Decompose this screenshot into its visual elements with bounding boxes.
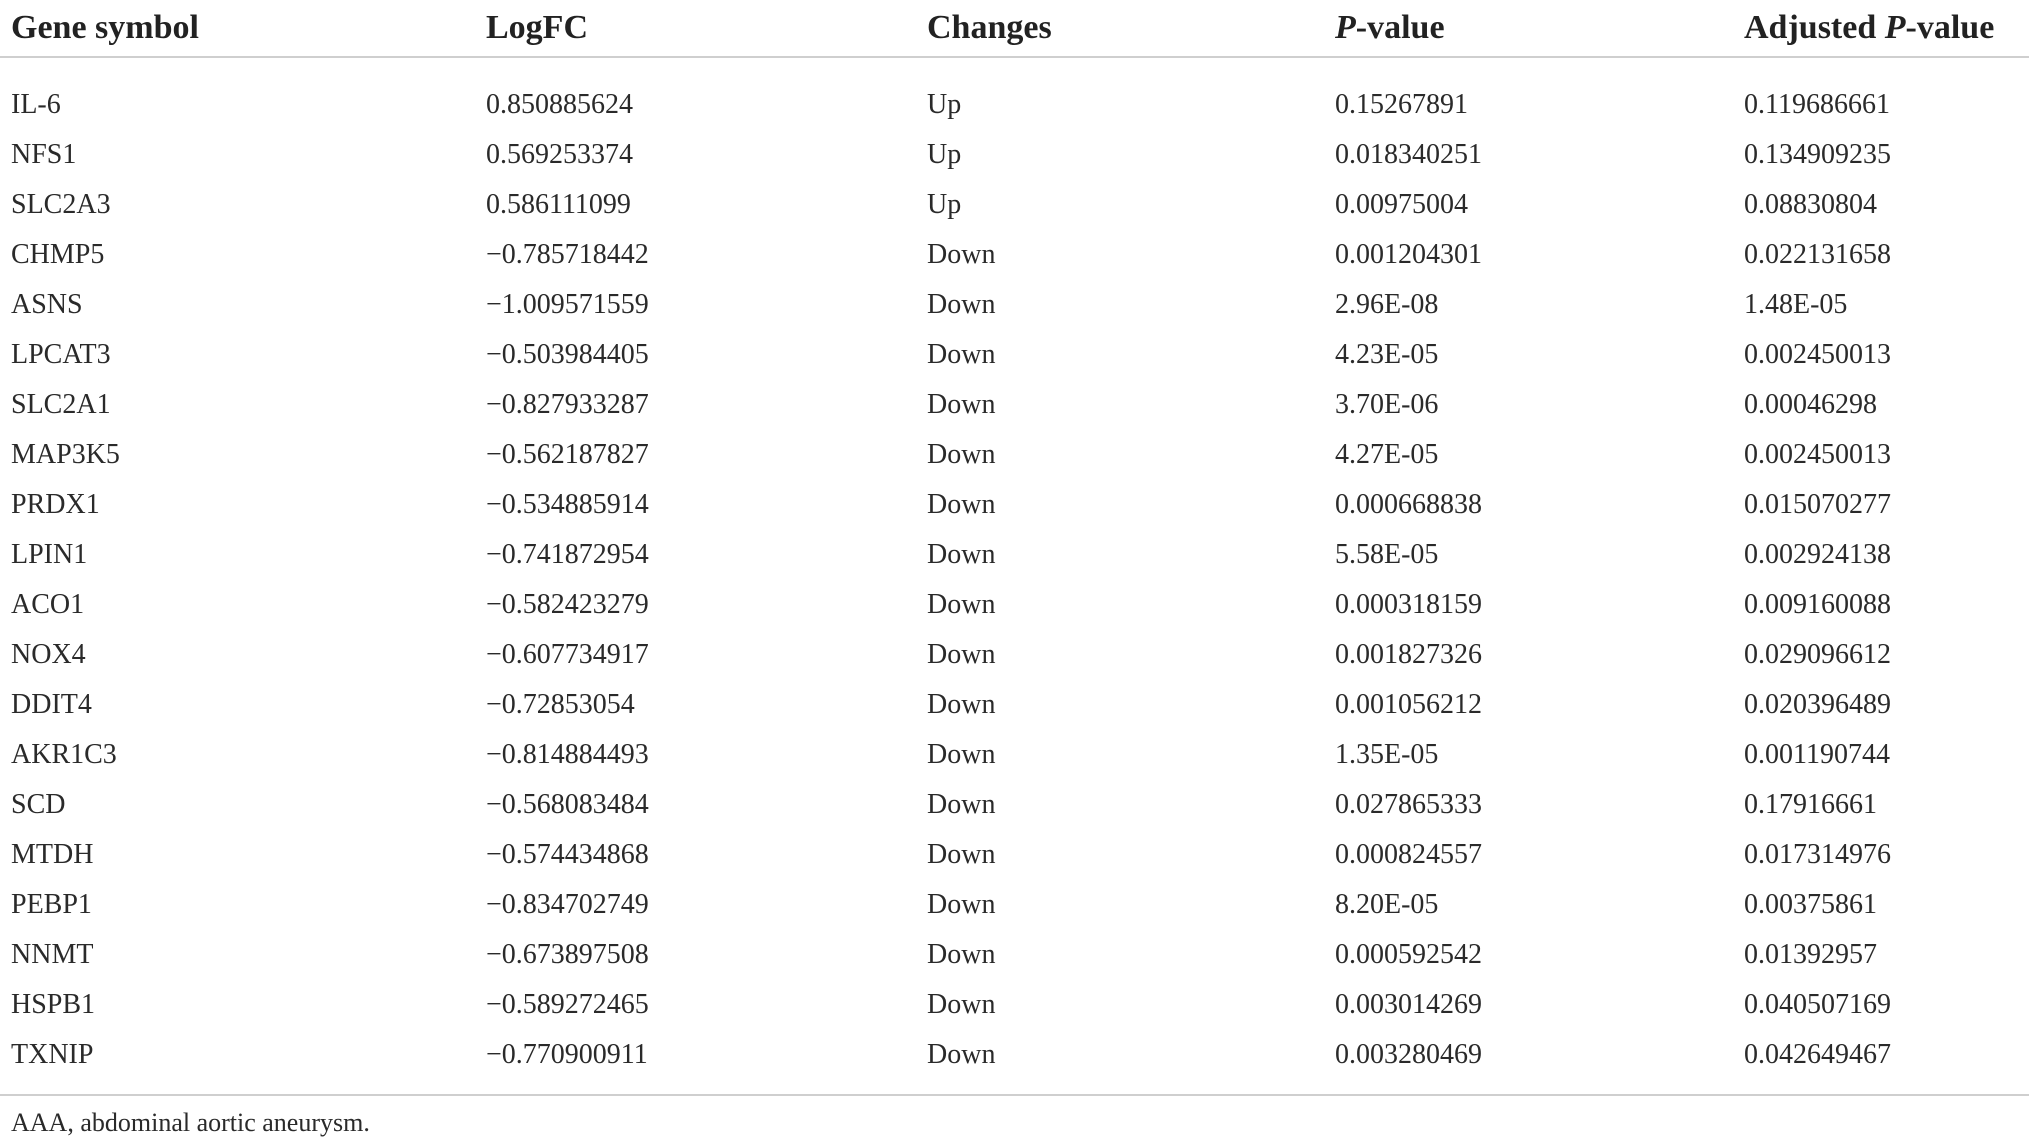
cell-gene-symbol: ASNS: [11, 289, 83, 320]
table-row: [0, 630, 2029, 680]
cell-adjusted-pvalue: 0.17916661: [1744, 789, 1877, 820]
cell-logfc: −0.582423279: [486, 589, 649, 620]
table-row: [0, 780, 2029, 830]
cell-pvalue: 0.000592542: [1335, 939, 1482, 970]
cell-change: Down: [927, 939, 996, 970]
cell-logfc: −1.009571559: [486, 289, 649, 320]
cell-adjusted-pvalue: 0.029096612: [1744, 639, 1891, 670]
table-row: [0, 130, 2029, 180]
cell-adjusted-pvalue: 0.040507169: [1744, 989, 1891, 1020]
cell-pvalue: 0.00975004: [1335, 189, 1468, 220]
cell-pvalue: 0.000668838: [1335, 489, 1482, 520]
table-row: [0, 380, 2029, 430]
cell-adjusted-pvalue: 0.009160088: [1744, 589, 1891, 620]
table-row: [0, 580, 2029, 630]
cell-adjusted-pvalue: 1.48E-05: [1744, 289, 1848, 320]
header-pvalue: [1324, 0, 1744, 57]
cell-pvalue: 5.58E-05: [1335, 539, 1439, 570]
cell-adjusted-pvalue: 0.134909235: [1744, 139, 1891, 170]
cell-change: Down: [916, 1030, 1324, 1095]
table-row: [0, 730, 2029, 780]
cell-change: Down: [927, 489, 996, 520]
header-adj-rest: -value: [1905, 9, 1995, 46]
cell-gene-symbol: NOX4: [11, 639, 86, 670]
cell-change: Down: [927, 589, 996, 620]
header-gene-symbol: Gene symbol: [0, 0, 475, 57]
table-row: [0, 280, 2029, 330]
table-footnote: AAA, abdominal aortic aneurysm.: [11, 1108, 370, 1137]
cell-gene-symbol: MAP3K5: [11, 439, 120, 470]
table-row: [0, 1030, 2029, 1095]
header-changes: Changes: [916, 0, 1324, 57]
cell-gene-symbol: TXNIP: [0, 1030, 475, 1095]
cell-logfc: −0.503984405: [486, 339, 649, 370]
cell-adjusted-pvalue: 0.08830804: [1744, 189, 1877, 220]
cell-pvalue: 4.23E-05: [1335, 339, 1439, 370]
cell-change: Down: [927, 339, 996, 370]
cell-change: Down: [927, 239, 996, 270]
cell-logfc: −0.827933287: [486, 389, 649, 420]
cell-pvalue: 1.35E-05: [1335, 739, 1439, 770]
cell-logfc: −0.814884493: [486, 739, 649, 770]
cell-adjusted-pvalue: 0.119686661: [1744, 89, 1890, 120]
cell-change: Up: [927, 189, 962, 220]
cell-gene-symbol: CHMP5: [11, 239, 105, 270]
cell-pvalue: 0.027865333: [1335, 789, 1482, 820]
cell-logfc: −0.534885914: [486, 489, 649, 520]
cell-gene-symbol: LPCAT3: [11, 339, 111, 370]
cell-gene-symbol: SCD: [11, 789, 66, 820]
cell-logfc: 0.586111099: [486, 189, 631, 220]
cell-pvalue: 0.001204301: [1335, 239, 1482, 270]
cell-gene-symbol: ACO1: [11, 589, 85, 620]
cell-change: Down: [927, 539, 996, 570]
cell-change: Up: [927, 89, 962, 120]
cell-pvalue: 0.000318159: [1335, 589, 1482, 620]
cell-gene-symbol: MTDH: [11, 839, 94, 870]
cell-logfc: −0.562187827: [486, 439, 649, 470]
cell-gene-symbol: DDIT4: [11, 689, 92, 720]
cell-change: Down: [927, 989, 996, 1020]
cell-adjusted-pvalue: 0.017314976: [1744, 839, 1891, 870]
cell-logfc: 0.850885624: [486, 89, 633, 120]
cell-pvalue: 8.20E-05: [1335, 889, 1439, 920]
cell-gene-symbol: SLC2A1: [11, 389, 111, 420]
cell-gene-symbol: IL-6: [11, 89, 61, 120]
cell-adjusted-pvalue: 0.002924138: [1744, 539, 1891, 570]
table-row: [0, 330, 2029, 380]
cell-gene-symbol: NFS1: [11, 139, 77, 170]
table-row: [0, 930, 2029, 980]
cell-logfc: −0.834702749: [486, 889, 649, 920]
cell-pvalue: 0.001827326: [1335, 639, 1482, 670]
cell-adjusted-pvalue: 0.002450013: [1744, 339, 1891, 370]
cell-gene-symbol: PRDX1: [11, 489, 100, 520]
cell-pvalue: 0.001056212: [1335, 689, 1482, 720]
cell-adjusted-pvalue: 0.015070277: [1744, 489, 1891, 520]
cell-logfc: −0.568083484: [486, 789, 649, 820]
table-row: [0, 230, 2029, 280]
cell-gene-symbol: SLC2A3: [11, 189, 111, 220]
header-adj-prefix: Adjusted: [1744, 9, 1885, 46]
cell-adjusted-pvalue: 0.042649467: [1744, 1030, 2029, 1095]
cell-adjusted-pvalue: 0.022131658: [1744, 239, 1891, 270]
table-row: [0, 430, 2029, 480]
cell-gene-symbol: LPIN1: [11, 539, 88, 570]
header-pvalue-rest: -value: [1355, 9, 1445, 46]
cell-change: Down: [927, 639, 996, 670]
cell-pvalue: 3.70E-06: [1335, 389, 1439, 420]
table-body: [0, 57, 2029, 1095]
cell-logfc: −0.574434868: [486, 839, 649, 870]
cell-adjusted-pvalue: 0.00375861: [1744, 889, 1877, 920]
table-row: [0, 180, 2029, 230]
table-row: [0, 980, 2029, 1030]
cell-gene-symbol: AKR1C3: [11, 739, 117, 770]
cell-change: Down: [927, 689, 996, 720]
cell-change: Down: [927, 889, 996, 920]
cell-change: Down: [927, 439, 996, 470]
cell-logfc: −0.741872954: [486, 539, 649, 570]
cell-logfc: −0.607734917: [486, 639, 649, 670]
cell-change: Down: [927, 289, 996, 320]
cell-pvalue: 2.96E-08: [1335, 289, 1439, 320]
header-logfc: LogFC: [475, 0, 916, 57]
table-row: [0, 530, 2029, 580]
cell-adjusted-pvalue: 0.002450013: [1744, 439, 1891, 470]
cell-logfc: −0.673897508: [486, 939, 649, 970]
table-row: [0, 57, 2029, 130]
cell-change: Down: [927, 789, 996, 820]
table-header-row: [0, 0, 2029, 57]
cell-pvalue: 0.003280469: [1324, 1030, 1744, 1095]
header-adjusted-pvalue: [1744, 0, 2029, 57]
cell-gene-symbol: PEBP1: [11, 889, 92, 920]
cell-pvalue: 4.27E-05: [1335, 439, 1439, 470]
header-adj-p: P: [1884, 9, 1906, 46]
cell-gene-symbol: NNMT: [11, 939, 94, 970]
cell-gene-symbol: HSPB1: [11, 989, 96, 1020]
table-row: [0, 680, 2029, 730]
cell-change: Down: [927, 839, 996, 870]
cell-pvalue: 0.018340251: [1335, 139, 1482, 170]
cell-change: Up: [927, 139, 962, 170]
cell-adjusted-pvalue: 0.00046298: [1744, 389, 1877, 420]
cell-adjusted-pvalue: 0.020396489: [1744, 689, 1891, 720]
cell-logfc: −0.589272465: [486, 989, 649, 1020]
cell-adjusted-pvalue: 0.01392957: [1744, 939, 1877, 970]
cell-adjusted-pvalue: 0.001190744: [1744, 739, 1890, 770]
cell-logfc: −0.785718442: [486, 239, 649, 270]
cell-pvalue: 0.003014269: [1335, 989, 1482, 1020]
cell-logfc: −0.72853054: [486, 689, 635, 720]
cell-logfc: −0.770900911: [475, 1030, 916, 1095]
cell-pvalue: 0.15267891: [1335, 89, 1468, 120]
cell-change: Down: [927, 739, 996, 770]
header-pvalue-p: P: [1335, 9, 1356, 46]
table-row: [0, 880, 2029, 930]
cell-logfc: 0.569253374: [486, 139, 633, 170]
table-row: [0, 830, 2029, 880]
cell-pvalue: 0.000824557: [1335, 839, 1482, 870]
table-row: [0, 480, 2029, 530]
cell-change: Down: [927, 389, 996, 420]
